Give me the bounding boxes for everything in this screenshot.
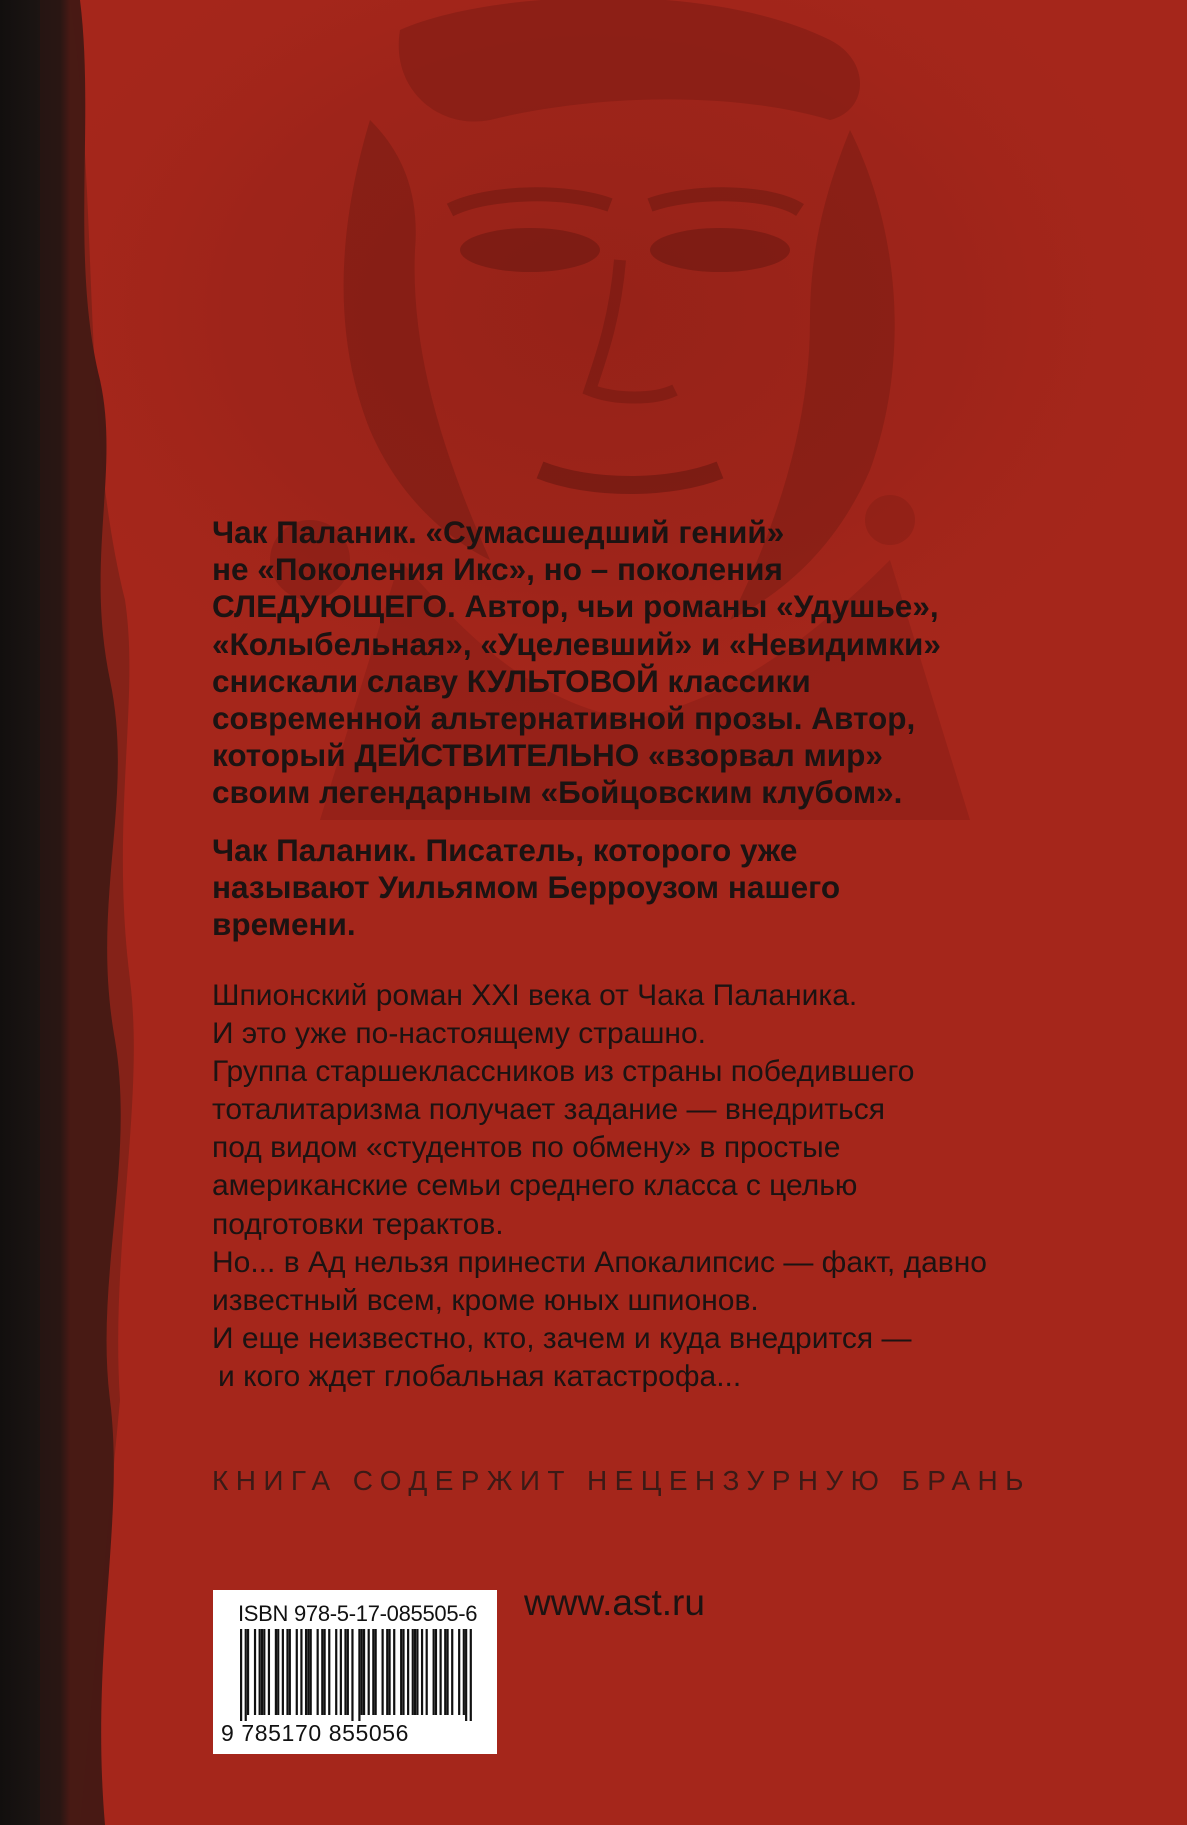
barcode-icon bbox=[240, 1629, 472, 1721]
writer-blurb bbox=[212, 832, 1092, 944]
author-blurb bbox=[212, 514, 1092, 812]
blurb-line: Чак Паланик. «Сумасшедший гений» bbox=[212, 514, 785, 550]
blurb-line: не «Поколения Икс», но – поколения bbox=[212, 551, 783, 588]
blurb-line: «Колыбельная», «Уцелевший» и «Невидимки» bbox=[212, 625, 941, 662]
barcode-digits: 9 785170 855056 bbox=[221, 1720, 410, 1746]
blurb-line: Чак Паланик. Писатель, которого уже bbox=[212, 832, 798, 868]
blurb-line: СЛЕДУЮЩЕГО. Автор, чьи романы «Удушье», bbox=[212, 588, 939, 625]
blurb-line: времени. bbox=[212, 906, 356, 943]
isbn-number: ISBN 978-5-17-085505-6 bbox=[238, 1601, 478, 1626]
blurb-line: называют Уильямом Берроузом нашего bbox=[212, 869, 841, 906]
summary-line: Группа старшеклассников из страны победившего bbox=[212, 1055, 915, 1089]
summary-line: под видом «студентов по обмену» в простые bbox=[212, 1131, 841, 1165]
content-warning: КНИГА СОДЕРЖИТ НЕЦЕНЗУРНУЮ БРАНЬ bbox=[212, 1465, 1031, 1496]
blurb-line: снискали славу КУЛЬТОВОЙ классики bbox=[212, 662, 811, 699]
summary-line: известный всем, кроме юных шпионов. bbox=[212, 1283, 759, 1317]
blurb-line: который ДЕЙСТВИТЕЛЬНО «взорвал мир» bbox=[212, 737, 883, 774]
summary-line: тоталитаризма получает задание — внедриться bbox=[212, 1093, 885, 1127]
summary-line: подготовки терактов. bbox=[212, 1207, 504, 1241]
summary-line: Шпионский роман XXI века от Чака Паланика. bbox=[212, 979, 858, 1012]
summary-line: И еще неизвестно, кто, зачем и куда внедрится — bbox=[212, 1321, 912, 1355]
summary-line: И это уже по-настоящему страшно. bbox=[212, 1017, 706, 1051]
isbn-barcode-label bbox=[213, 1590, 497, 1754]
summary-line: американские семьи среднего класса с целью bbox=[212, 1169, 858, 1203]
summary-line: Но... в Ад нельзя принести Апокалипсис — факт, давно bbox=[212, 1245, 987, 1279]
summary-line: и кого ждет глобальная катастрофа... bbox=[218, 1359, 742, 1393]
publisher-website: www.ast.ru bbox=[524, 1582, 705, 1623]
book-summary bbox=[212, 977, 1112, 1396]
blurb-line: своим легендарным «Бойцовским клубом». bbox=[212, 774, 903, 811]
blurb-line: современной альтернативной прозы. Автор, bbox=[212, 700, 916, 737]
spine-grunge-texture bbox=[40, 0, 150, 1825]
